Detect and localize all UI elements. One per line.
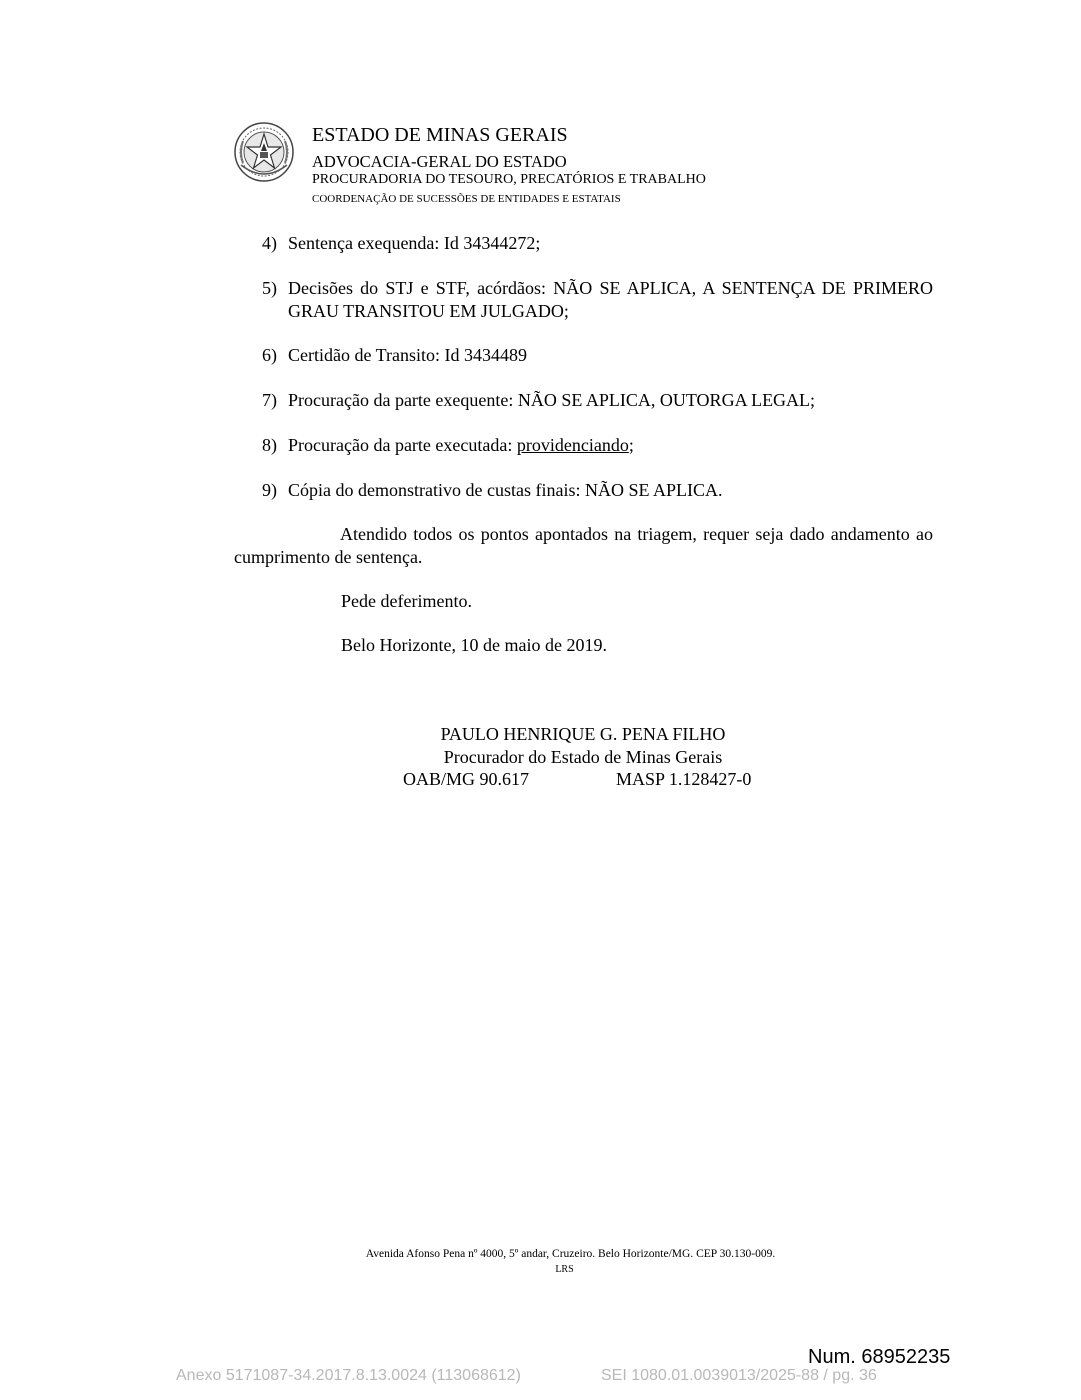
list-item-number: 7) [262,390,277,410]
list-item [262,479,933,502]
document-number-stamp: Num. 68952235 [808,1346,951,1368]
header-office-name: PROCURADORIA DO TESOURO, PRECATÓRIOS E TRABALHO [312,172,706,187]
signatory-masp: MASP 1.128427-0 [616,769,752,789]
watermark-annex-reference: Anexo 5171087-34.2017.8.13.0024 (113068612) [176,1367,521,1384]
header-state-name: ESTADO DE MINAS GERAIS [312,124,568,146]
list-item [262,232,933,255]
list-item-text [288,434,933,457]
footer-initials: LRS [555,1264,574,1275]
list-item-text-suffix: ; [628,435,634,455]
place-date-line: Belo Horizonte, 10 de maio de 2019. [341,635,607,655]
state-seal-icon [233,121,295,183]
list-item-text: Decisões do STJ e STF, acórdãos: NÃO SE APLICA, A SENTENÇA DE PRIMERO GRAU TRANSITOU EM JULGADO; [288,278,933,321]
list-item [262,434,933,457]
list-item [262,277,933,323]
list-item-text: Cópia do demonstrativo de custas finais: NÃO SE APLICA. [288,480,723,500]
signatory-name: PAULO HENRIQUE G. PENA FILHO [440,724,726,744]
watermark-sei-reference: SEI 1080.01.0039013/2025-88 / pg. 36 [601,1367,877,1384]
signatory-role: Procurador do Estado de Minas Gerais [443,747,723,767]
list-item-number: 8) [262,435,277,455]
list-item [262,389,933,412]
request-paragraph: Atendido todos os pontos apontados na triagem, requer seja dado andamento ao cumprimento de sentença. [234,524,933,567]
underlined-status: providenciando [516,435,629,455]
list-item [262,344,933,367]
list-item-text: Procuração da parte exequente: NÃO SE APLICA, OUTORGA LEGAL; [288,390,816,410]
list-item-text: Certidão de Transito: Id 3434489 [288,345,527,365]
list-item-text-prefix: Procuração da parte executada: [288,435,517,455]
header-coordination-name: COORDENAÇÃO DE SUCESSÕES DE ENTIDADES E ESTATAIS [312,193,621,205]
list-item-number: 5) [262,278,277,298]
header-agency-name: ADVOCACIA-GERAL DO ESTADO [312,152,567,171]
closing-line: Pede deferimento. [341,591,472,611]
list-item-number: 6) [262,345,277,365]
signatory-oab: OAB/MG 90.617 [403,769,530,789]
footer-address: Avenida Afonso Pena nº 4000, 5º andar, Cruzeiro. Belo Horizonte/MG. CEP 30.130-009. [365,1248,776,1260]
list-item-number: 9) [262,480,277,500]
list-item-text: Sentença exequenda: Id 34344272; [288,233,541,253]
list-item-number: 4) [262,233,277,253]
